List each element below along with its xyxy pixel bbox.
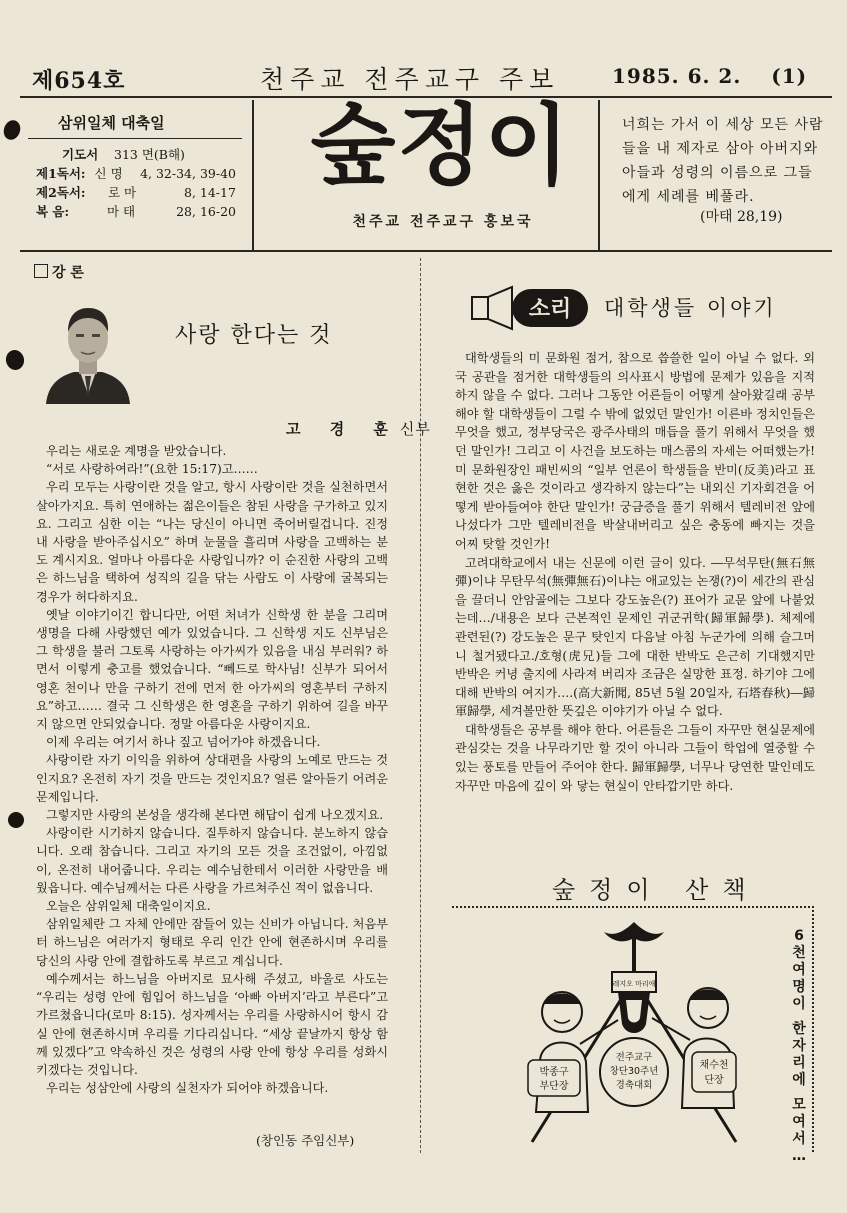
walk-title: 숲정이 산책: [552, 876, 760, 904]
reading-label: 복 음:: [36, 204, 70, 219]
sermon-paragraph: 이제 우리는 여기서 하나 짚고 넘어가야 하겠읍니다.: [46, 735, 321, 750]
reading-verses: 28, 16-20: [176, 204, 236, 219]
reading-label: 제2독서:: [36, 185, 86, 200]
left-tag-name: 박종구: [539, 1067, 569, 1078]
sound-title: 대학생들 이야기: [604, 296, 777, 320]
sermon-paragraph: 오늘은 삼위일체 대축일이지요.: [46, 899, 211, 914]
reading-row: [36, 202, 236, 221]
walk-vertical-char: [790, 1013, 808, 1021]
page-number: (1): [771, 64, 808, 88]
walk-vertical-char: 6: [794, 928, 804, 944]
walk-vertical-char: 한: [792, 1021, 806, 1037]
walk-vertical-char: …: [792, 1148, 806, 1164]
binding-mark: [4, 348, 27, 372]
masthead-divider-right: [598, 100, 600, 250]
section-label: [34, 262, 84, 282]
walk-vertical-char: 모: [792, 1097, 806, 1113]
medallion-line: 경축대회: [615, 1080, 653, 1091]
walk-vertical-char: 이: [792, 996, 806, 1012]
column-divider: [420, 258, 421, 1153]
issue-date: [612, 64, 807, 88]
sermon-title: 사랑 한다는 것: [175, 323, 333, 348]
sermon-paragraph: 예수께서는 하느님을 아버지로 묘사해 주셨고, 바울로 사도는 “우리는 성령 안에 힘입어 하느님을 ‘아빠 아버지’라고 부른다”고 가르쳤읍니다(로마 8:15). 성자께서는 우리를 사랑하시어 항시 감실 안에 현존하시며 우리를 기다리십니다. “세상 끝날까지 항상 함께 있겠다”고 약속하신 것은 성령의 사랑 안에 항상 우리를 성화시키겠다는 것입니다.: [36, 971, 388, 1077]
walk-vertical-char: 자: [792, 1038, 806, 1054]
sermon-paragraph: 삼위일체란 그 자체 안에만 잠들어 있는 신비가 아닙니다. 처음부터 하느님은 여러가지 형태로 우리 인간 안에 현존하시며 우리를 당신의 사랑 안에 결합하도록 부르고 계십니다.: [36, 917, 388, 968]
walk-vertical-char: 서: [792, 1131, 806, 1147]
scripture-ref: (마태 28,19): [700, 209, 783, 225]
sermon-author: [286, 418, 431, 439]
publication-name: 천주교 전주교구 주보: [260, 65, 560, 94]
feast-title: 삼위일체 대축일: [58, 114, 165, 132]
sound-body: [455, 349, 815, 795]
walk-vertical-char: 명: [792, 979, 806, 995]
masthead-bottom-rule: [20, 250, 832, 252]
author-title: 신부: [399, 420, 431, 438]
publisher-office: 천주교 전주교구 홍보국: [352, 214, 534, 230]
sermon-paragraph: 우리는 성삼안에 사랑의 실천자가 되어야 하겠읍니다.: [46, 1081, 329, 1096]
scripture-verse: 너희는 가서 이 세상 모든 사람들을 내 제자로 삼아 아버지와 아들과 성령의 이름으로 그들에게 세례를 베풀라.: [622, 117, 824, 205]
walk-vertical-char: 리: [792, 1055, 806, 1071]
sermon-body: [36, 442, 388, 1097]
feast-rule: [28, 138, 242, 139]
reading-book: 로 마: [108, 185, 137, 200]
sermon-paragraph: “서로 사랑하여라!”(요한 15:17)고……: [46, 462, 258, 477]
sermon-signature: (창인동 주임신부): [256, 1133, 355, 1148]
author-name: 고 경 훈: [286, 420, 400, 438]
sound-paragraph: 대학생들의 미 문화원 점거, 참으로 씁쓸한 일이 아닐 수 없다. 외국 공관을 점거한 대학생들의 의사표시 방법에 문제가 있음을 지적하지 않을 수 없다. 그러나 그동안 어른들이 어떻게 살아왔길래 공부해야 할 대학생들이 그럴 수 밖에 없었던 말인가! 이른바 정치인들은 무엇을 했고, 정부당국은 광주사태의 매듭을 풀기 위해서 무엇을 했던 말인가! 그리고 이 사건을 보도하는 매스콤의 자세는 어떠했는가! 미 문화원장인 패빈씨의 “일부 언론이 학생들을 반미(反美)라고 표현한 것은 옳은 것이라고 생각하지 않는다”는 내외신 기자회견을 어떻게 받아들여야 한단 말인가! 궁금증을 풀기 위해서 텔레비전 앞에 나섰다가 그만 텔레비전을 박살내버리고 싶은 충동에 빠지는 것을 어찌 탓할 것인가!: [455, 351, 815, 551]
megaphone-icon: [472, 297, 488, 319]
left-tag-role: 부단장: [539, 1081, 569, 1092]
sermon-paragraph: 그렇지만 사랑의 본성을 생각해 본다면 해답이 쉽게 나오겠지요.: [46, 808, 384, 823]
sermon-paragraph: 사랑이란 시기하지 않습니다. 질투하지 않습니다. 분노하지 않습니다. 오래 참습니다. 그리고 자기의 모든 것을 조건없이, 아낌없이, 온전히 내어줍니다. 우리는 예수님한테서 이러한 사랑만을 배웠읍니다. 예수님께서는 다른 사랑을 가르쳐주신 적이 없읍니다.: [36, 826, 388, 895]
issue-number: 제654호: [32, 68, 126, 94]
reading-verses: 4, 32-34, 39-40: [140, 166, 236, 181]
flag-label: 레지오 마리애: [612, 980, 656, 988]
sound-paragraph: 대학생들은 공부를 해야 한다. 어른들은 그들이 자꾸만 현실문제에 관심갖는 것을 나무라기만 할 것이 아니라 그들이 학업에 열중할 수 있는 풍토를 만들어 주어야 한다. 歸軍歸學, 너무나 당연한 말인데도 자꾸만 마음에 깊이 와 닿는 현실이 안타깝기만 하다.: [455, 722, 815, 793]
reading-label: 기도서: [62, 147, 99, 162]
section-label-text: 강 론: [52, 265, 84, 281]
section-box-icon: [34, 264, 48, 278]
reading-label: 제1독서:: [36, 166, 86, 181]
reading-row: [36, 145, 236, 164]
walk-vertical-char: 여: [792, 962, 806, 978]
sermon-paragraph: 사랑이란 자기 이익을 위하여 상대편을 사랑의 노예로 만드는 것인지요? 온전히 자기 것을 만드는 것인지요? 얼른 알아듣기 어려운 문제입니다.: [36, 753, 388, 804]
medallion-line: 창단30주년: [609, 1066, 659, 1077]
reading-verses: 8, 14-17: [184, 185, 236, 200]
masthead-divider-left: [252, 100, 254, 250]
walk-top-border: [452, 906, 814, 908]
issue-date-value: 1985. 6. 2.: [612, 64, 742, 88]
binding-mark: [8, 812, 24, 828]
walk-vertical-char: 여: [792, 1114, 806, 1130]
readings-list: [36, 145, 236, 221]
walk-vertical-char: 천: [792, 945, 806, 961]
walk-vertical-char: 에: [792, 1072, 806, 1088]
sound-badge: 소리: [528, 297, 572, 322]
reading-row: [36, 164, 236, 183]
binding-mark: [1, 118, 23, 142]
sermon-paragraph: 옛날 이야기이긴 합니다만, 어떤 처녀가 신학생 한 분을 그리며 생명을 다해 사랑했던 예가 있었습니다. 그 신학생 지도 신부님은 그 학생을 불러 그토록 사랑하는 아가씨가 있음을 내심 부러워? 하면서 이렇게 충고를 했었습니다. “뻬드로 학사님! 신부가 되어서 영혼 천이나 만을 구하기 전에 먼저 한 아가씨의 영혼부터 구하지요”하고…… 결국 그 신학생은 한 영혼을 구하기 위하여 길을 바꾸지 않으면 안되었습니다. 정말 아름다운 사랑이지요.: [36, 607, 388, 732]
sound-paragraph: 고려대학교에서 내는 신문에 이런 글이 있다. ―무석무탄(無石無彈)이냐 무탄무석(無彈無石)이냐는 애교있는 논쟁(?)이 세간의 관심을 끌더니 안암골에는 그보다 강도높은(?) 표어가 교문 앞에 나붙었는데…/내용은 보다 근본적인 문제인 귀군귀학(歸軍歸學). 체제에 관련된(?) 강도높은 문구 탓인지 다음날 아침 누군가에 의해 슬그머니 철거됐다고./호형(虎兄)들 그에 대한 반박도 은근히 기대했지만 반박은 커녕 출지에 사라져 버리자 조금은 실망한 표정. 하기야 그에 대해 반박의 여지가….(高大新聞, 85년 5월 20일자, 石塔春秋)―歸軍歸學, 세겨볼만한 뜻깊은 이야기가 아닐 수 없다.: [455, 555, 815, 719]
sermon-paragraph: 우리 모두는 사랑이란 것을 알고, 항시 사랑이란 것을 실천하면서 살아가지요. 특히 연애하는 젊은이들은 참된 사랑을 구가하고 있지요. 그리고 심한 이는 “나는 당신이 아니면 죽어버릴겁니다. 진정 내 사랑을 받아주십시오” 하며 눈물을 흘리며 사랑을 고백하는 분도 계시지요. 얼마나 아름다운 사랑입니까? 이 순진한 사랑의 고백은 하느님을 택하여 성직의 길을 닦는 사람도 이 사랑에 굴복되는 경우가 허다하지요.: [36, 480, 388, 604]
sermon-paragraph: 우리는 새로운 계명을 받았습니다.: [46, 444, 227, 458]
medallion-line: 전주교구: [615, 1052, 653, 1063]
author-portrait: [38, 298, 138, 404]
newsletter-title: 숲정이: [310, 93, 572, 197]
cartoon-illustration: [462, 912, 784, 1146]
right-tag-role: 단장: [704, 1075, 724, 1086]
walk-vertical-caption: [790, 928, 808, 1165]
reading-book: 마 태: [106, 204, 136, 219]
walk-vertical-char: [790, 1089, 808, 1097]
reading-book: 신 명: [94, 166, 123, 181]
right-tag-name: 채수천: [699, 1060, 729, 1071]
walk-right-border: [812, 906, 814, 1152]
reading-ref: 313 면(B해): [114, 147, 185, 162]
reading-row: [36, 183, 236, 202]
